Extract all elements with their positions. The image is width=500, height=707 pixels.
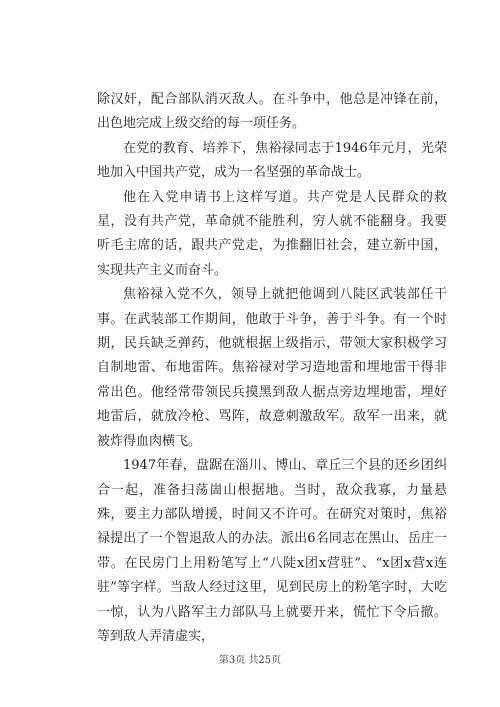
- paragraph-5: 1947年春，盘踞在淄川、博山、章丘三个县的还乡团纠合一起，准备扫荡崮山根据地。当时，敌众我寡，力量悬殊，要主力部队增援，时间又不许可。在研究对策时，焦裕禄提出了一个智退敌人的办法。派出6名同志在黑山、岳庄一带。在民房门上用粉笔写上“八陡x团x营驻”、“x团x营x连驻”等字样。当敌人经过这里，见到民房上的粉笔字时，大吃一惊，认为八路军主力部队马上就要开来，慌忙下令后撤。等到敌人弄清虚实，: [97, 458, 447, 644]
- paragraph-2: 在党的教育、培养下，焦裕禄同志于1946年元月，光荣地加入中国共产党，成为一名坚强的革命战士。: [97, 140, 447, 181]
- page-number-footer: 第3页 共25页: [218, 655, 282, 666]
- document-body: [97, 88, 447, 649]
- paragraph-3: 他在入党申请书上这样写道。共产党是人民群众的救星，没有共产党，革命就不能胜利，穷人就不能翻身。我要听毛主席的话，跟共产党走，为推翻旧社会，建立新中国，实现共产主义而奋斗。: [97, 189, 447, 278]
- paragraph-1: 除汉奸，配合部队消灭敌人。在斗争中，他总是冲锋在前，出色地完成上级交给的每一项任务。: [97, 92, 447, 132]
- paragraph-4: 焦裕禄入党不久，领导上就把他调到八陡区武装部任干事。在武装部工作期间，他敢于斗争，善于斗争。有一个时期，民兵缺乏弹药，他就根据上级指示，带领大家积极学习自制地雷、布地雷阵。焦裕禄对学习造地雷和埋地雷干得非常出色。他经常带领民兵摸黑到敌人据点旁边埋地雷，埋好地雷后，就放冷枪、骂阵，故意刺激敌军。敌军一出来，就被炸得血肉横飞。: [97, 287, 447, 449]
